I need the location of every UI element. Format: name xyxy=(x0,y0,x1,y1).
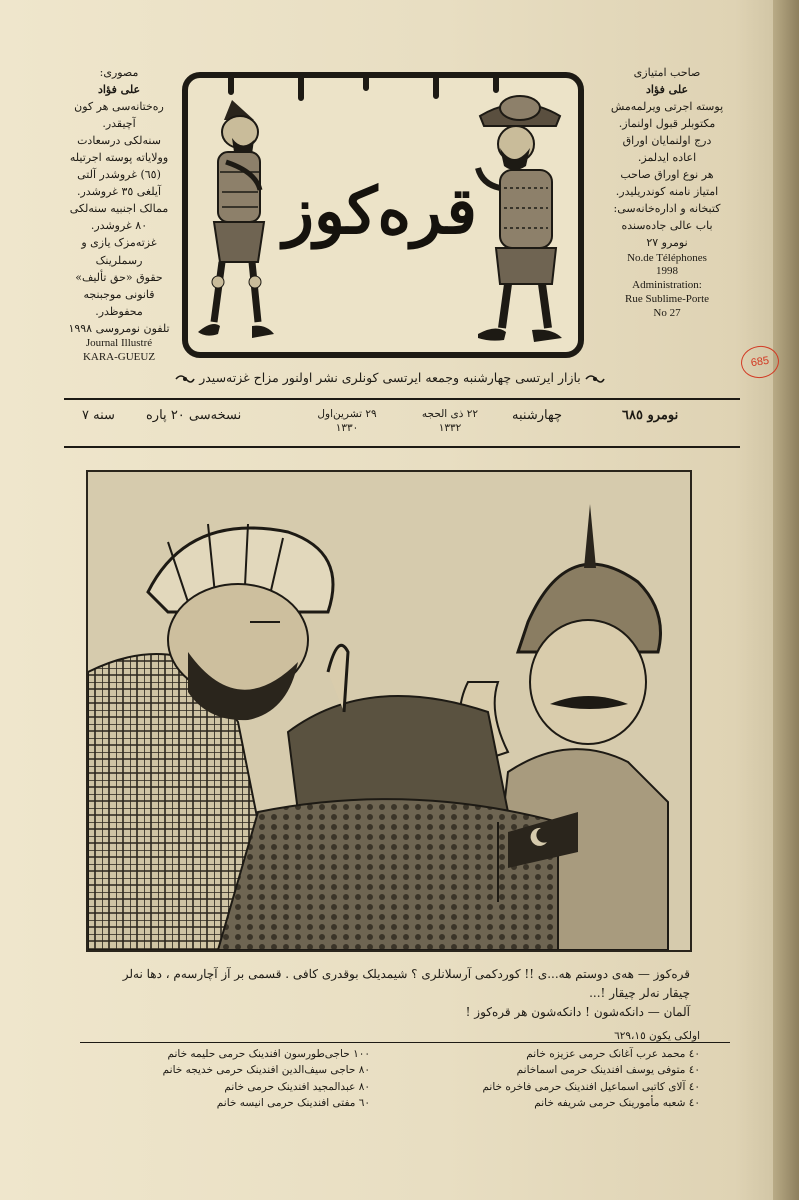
owner-name: علی فؤاد xyxy=(645,83,689,97)
left-info-line: حقوق «حق تألیف» xyxy=(75,270,163,284)
left-info-line: تلفون نومروسی ١٩٩٨ xyxy=(68,321,170,335)
right-info-column xyxy=(598,64,736,320)
address-street: Rue Sublime-Porte xyxy=(624,292,710,305)
left-info-line: وولایاته پوسته اجرتیله xyxy=(69,151,169,165)
phone-label: No.de Téléphones xyxy=(627,251,707,264)
cartoon-drawing xyxy=(88,472,690,950)
cartoon-illustration xyxy=(86,470,692,952)
info-bar-bottom-rule xyxy=(64,446,740,448)
artist-name: علی فؤاد xyxy=(97,83,141,97)
right-info-line: هر نوع اوراق صاحب xyxy=(620,168,714,182)
left-info-line: (٦٥) غروشدر آلتی xyxy=(77,168,161,182)
right-info-line: نومرو ٢٧ xyxy=(646,236,688,250)
weekday: چهارشنبه xyxy=(512,408,562,423)
left-info-line: ره‌ختانه‌سی هر کون xyxy=(74,100,164,114)
donation-right-list xyxy=(400,1046,700,1111)
donation-entry: ٦٠ مفتی افندینک حرمی انیسه خانم xyxy=(216,1096,370,1109)
binding-spine xyxy=(773,0,799,1200)
right-info-line: باب عالی جاده‌سنده xyxy=(621,219,713,233)
caption-line: قره‌کوز — هه‌ی دوستم هه...ی !! کوردکمی آرسلانلری ؟ شیمدیلک بوقدری کافی . قسمی بر آز آچارسه‌م ، دها نه‌لر xyxy=(122,967,690,981)
left-info-line: سنه‌لکی درسعادت xyxy=(77,134,161,148)
phone-number: 1998 xyxy=(656,265,678,278)
copy-price: نسخه‌سی ٢٠ پاره xyxy=(146,408,242,423)
masthead-motto: بازار ایرتسی چهارشنبه وجمعه ایرتسی کونلری نشر اولنور مزاح غزته‌سیدر xyxy=(199,370,581,385)
rumi-date-year: ١٣٣٠ xyxy=(335,421,359,434)
rumi-date xyxy=(302,408,392,435)
donation-entry: ٤٠ متوفی یوسف افندینک حرمی اسماخانم xyxy=(516,1064,700,1077)
right-info-line: درج اولنمایان اوراق xyxy=(622,134,712,148)
hijri-date-year: ١٣٣٢ xyxy=(438,421,462,434)
caption-line: چیقار نه‌لر چیقار !... xyxy=(589,986,690,1001)
ornament-right-icon xyxy=(584,372,606,386)
donation-entry: ٤٠ آلای کاتبی اسماعیل افندینک حرمی فاخره خانم xyxy=(482,1080,700,1093)
right-info-line: مکتوبلر قبول اولنماز. xyxy=(618,117,716,131)
left-info-line: ٨٠ غروشدر. xyxy=(90,219,148,233)
info-bar-top-rule xyxy=(64,398,740,400)
puppet-left-figure xyxy=(192,92,282,350)
administration-label: Administration: xyxy=(632,279,702,292)
caption-line: آلمان — دانکه‌شون ! دانکه‌شون هر قره‌کوز ! xyxy=(465,1005,690,1020)
puppet-right-figure xyxy=(470,88,575,350)
masthead-title: قره‌کوز xyxy=(283,174,477,249)
left-info-column xyxy=(60,64,178,364)
donation-entry: ٤٠ محمد عرب آغانک حرمی عزیزه خانم xyxy=(526,1048,700,1060)
rumi-date-day: ٢٩ تشرین‌اول xyxy=(317,408,377,420)
journal-latin-subtitle: Journal Illustré xyxy=(85,336,153,349)
journal-latin-name: KARA-GUEUZ xyxy=(82,350,156,363)
right-info-line: کتبخانه و اداره‌خانه‌سی: xyxy=(613,202,721,216)
donation-header: اولکی یکون ٦٢٩،١٥ xyxy=(614,1030,700,1042)
left-info-line: آچیقدر. xyxy=(102,117,136,131)
donation-entry: ٨٠ عبدالمجید افندینک حرمی خانم xyxy=(224,1080,370,1093)
left-info-line: ممالک اجنبیه سنه‌لکی xyxy=(69,202,169,216)
volume-year: سنه ٧ xyxy=(82,408,115,423)
right-info-line: اعاده ایدلمز. xyxy=(637,151,697,165)
donation-left-list xyxy=(90,1046,370,1111)
address-number: No 27 xyxy=(653,306,681,319)
right-info-line: امتیاز نامنه کوندریلیدر. xyxy=(615,185,719,199)
left-info-line: قانونی موجبنجه محفوظدر. xyxy=(83,287,155,318)
artist-label: مصوری: xyxy=(99,66,139,79)
donation-entry: ٤٠ شعبه مأمورینک حرمی شریفه خانم xyxy=(534,1096,700,1109)
right-info-line: پوسته اجرتی ویرلمه‌مش xyxy=(610,100,724,114)
left-info-line: آیلغی ٣٥ غروشدر. xyxy=(77,185,161,199)
hijri-date xyxy=(410,408,490,435)
owner-label: صاحب امتیازی xyxy=(633,66,701,79)
hijri-date-day: ٢٢ ذی الحجه xyxy=(421,408,479,420)
page-number-stamp: 685 xyxy=(739,344,781,381)
cartoon-caption xyxy=(120,965,690,1023)
donation-entry: ١٠٠ حاجی‌طورسون افندینک حرمی حلیمه خانم xyxy=(167,1048,370,1060)
issue-number: نومرو ٦٨٥ xyxy=(622,408,679,423)
donation-entry: ٨٠ حاجی سیف‌الدین افندینک حرمی خدیجه خانم xyxy=(162,1064,370,1077)
left-info-line: غزته‌مزک یازی و رسملرینک xyxy=(81,236,157,267)
